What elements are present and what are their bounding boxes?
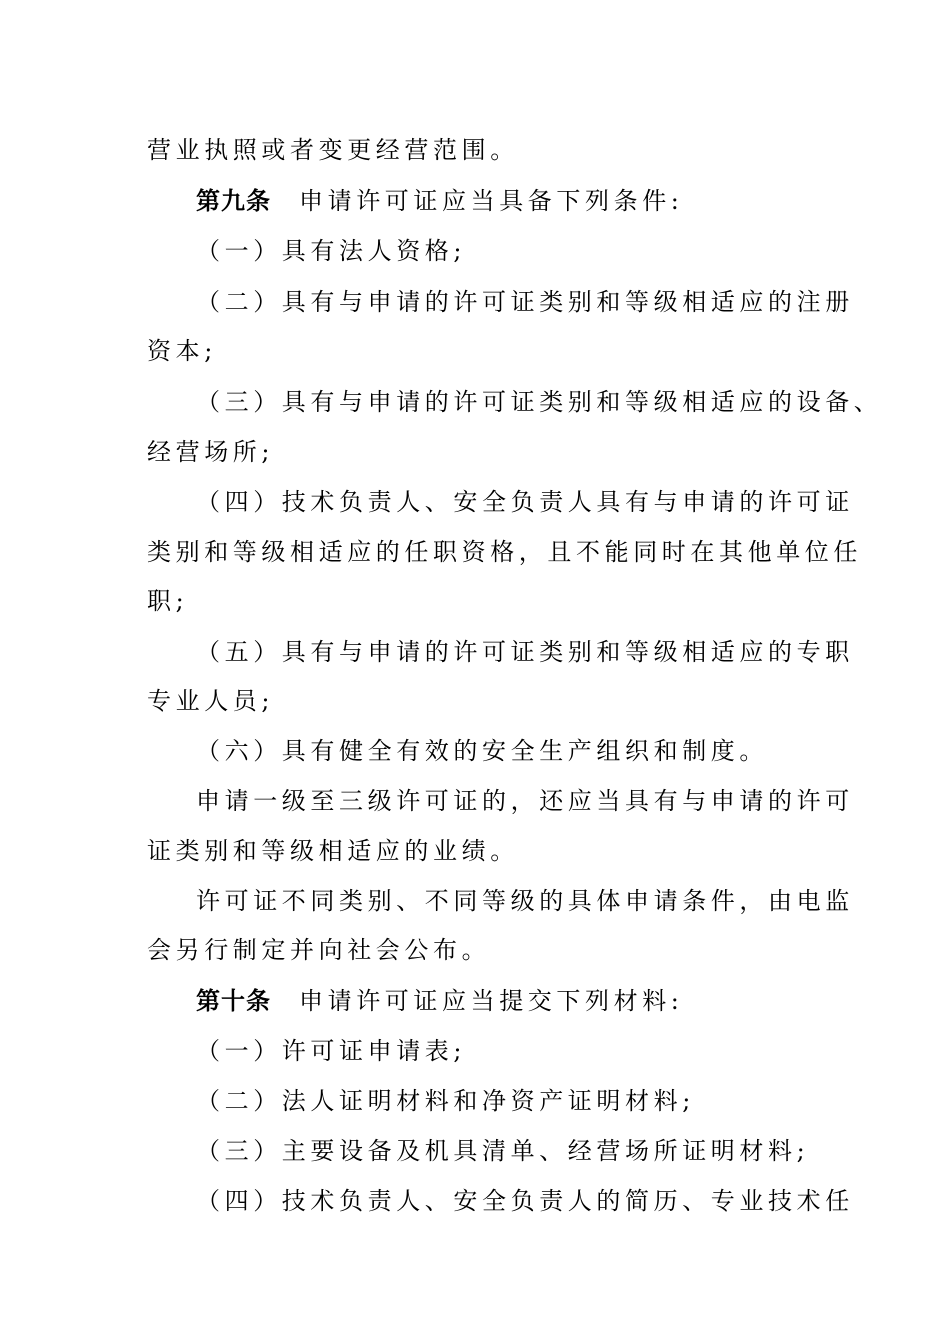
list-item: （一）具有法人资格;	[196, 237, 467, 265]
list-item: （四）技术负责人、安全负责人的简历、专业技术任	[196, 1187, 854, 1215]
list-item: （三）具有与申请的许可证类别和等级相适应的设备、	[196, 388, 883, 416]
text-line: 证类别和等级相适应的业绩。	[147, 837, 519, 865]
list-item: （二）具有与申请的许可证类别和等级相适应的注册	[196, 288, 854, 316]
paragraph-line: 申请一级至三级许可证的，还应当具有与申请的许可	[196, 787, 854, 815]
article-heading: 第十条	[196, 987, 271, 1015]
article-10	[196, 986, 684, 1016]
list-item: （五）具有与申请的许可证类别和等级相适应的专职	[196, 638, 854, 666]
paragraph-line: 许可证不同类别、不同等级的具体申请条件，由电监	[196, 887, 854, 915]
text-line: 营业执照或者变更经营范围。	[147, 136, 519, 164]
article-text: 申请许可证应当具备下列条件:	[299, 187, 684, 215]
article-heading: 第九条	[196, 187, 271, 215]
list-item: （三）主要设备及机具清单、经营场所证明材料;	[196, 1137, 810, 1165]
list-item: （六）具有健全有效的安全生产组织和制度。	[196, 737, 768, 765]
text-line: 类别和等级相适应的任职资格，且不能同时在其他单位任	[147, 538, 862, 566]
list-item: （四）技术负责人、安全负责人具有与申请的许可证	[196, 488, 854, 516]
article-9	[196, 186, 684, 216]
article-text: 申请许可证应当提交下列材料:	[299, 987, 684, 1015]
text-line: 资本;	[147, 337, 217, 365]
text-line: 经营场所;	[147, 438, 275, 466]
list-item: （一）许可证申请表;	[196, 1037, 467, 1065]
list-item: （二）法人证明材料和净资产证明材料;	[196, 1087, 695, 1115]
text-line: 会另行制定并向社会公布。	[147, 936, 491, 964]
text-line: 职;	[147, 587, 189, 615]
text-line: 专业人员;	[147, 687, 275, 715]
